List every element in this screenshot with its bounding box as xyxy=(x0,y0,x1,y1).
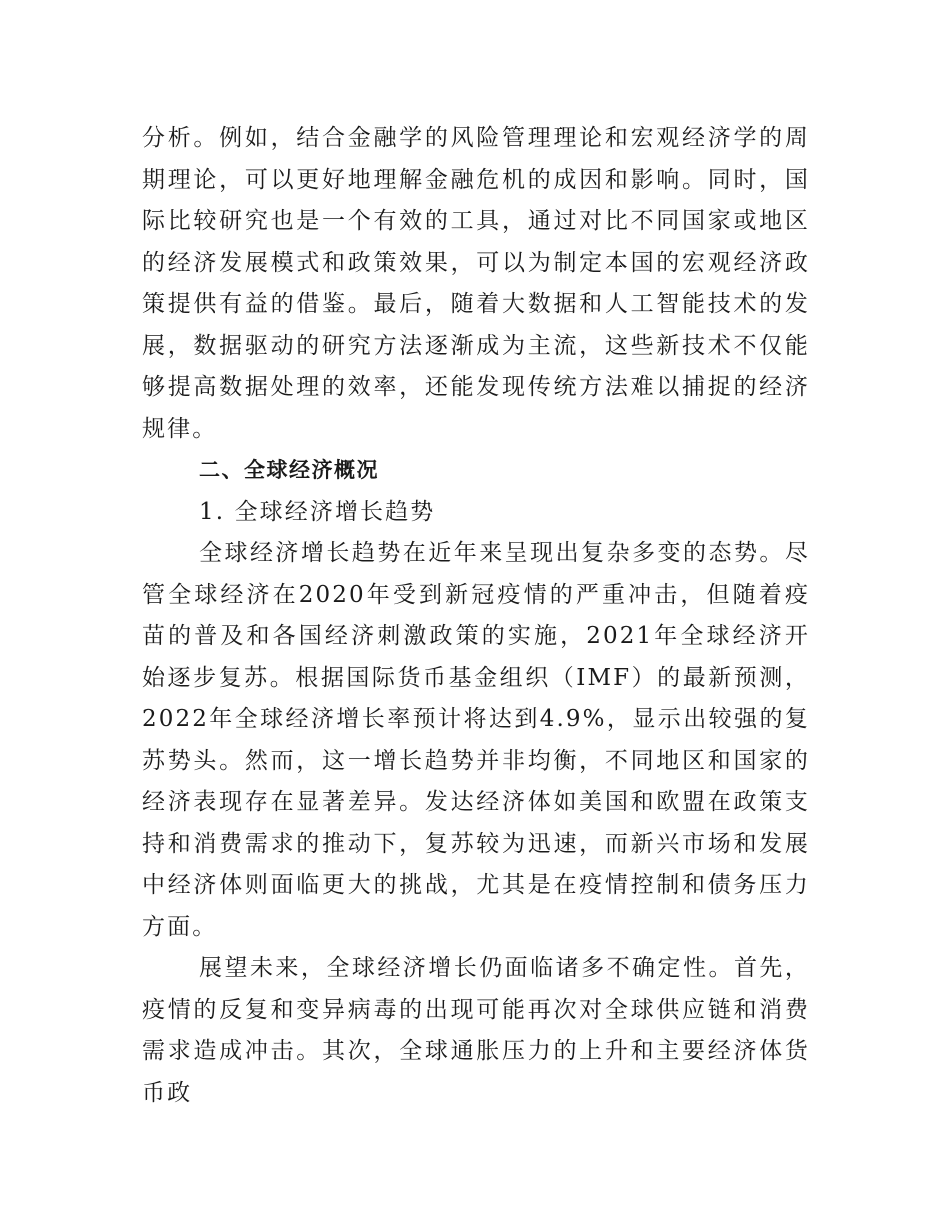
section-heading: 二、全球经济概况 xyxy=(199,458,379,482)
paragraph-global-growth: 全球经济增长趋势在近年来呈现出复杂多变的态势。尽管全球经济在2020年受到新冠疫情的严重冲击，但随着疫苗的普及和各国经济刺激政策的实施，2021年全球经济开始逐步复苏。根据国际货币基金组织（IMF）的最新预测，2022年全球经济增长率预计将达到4.9%，显示出较强的复苏势头。然而，这一增长趋势并非均衡，不同地区和国家的经济表现存在显著差异。发达经济体如美国和欧盟在政策支持和消费需求的推动下，复苏较为迅速，而新兴市场和发展中经济体则面临更大的挑战，尤其是在疫情控制和债务压力方面。 xyxy=(142,540,810,940)
paragraph-research-methods-continued: 分析。例如，结合金融学的风险管理理论和宏观经济学的周期理论，可以更好地理解金融危机的成因和影响。同时，国际比较研究也是一个有效的工具，通过对比不同国家或地区的经济发展模式和政策效果，可以为制定本国的宏观经济政策提供有益的借鉴。最后，随着大数据和人工智能技术的发展，数据驱动的研究方法逐渐成为主流，这些新技术不仅能够提高数据处理的效率，还能发现传统方法难以捕捉的经济规律。 xyxy=(142,125,810,442)
document-body xyxy=(142,118,810,1114)
paragraph-outlook: 展望未来，全球经济增长仍面临诸多不确定性。首先，疫情的反复和变异病毒的出现可能再次对全球供应链和消费需求造成冲击。其次，全球通胀压力的上升和主要经济体货币政 xyxy=(142,955,810,1106)
subsection-heading: 1. 全球经济增长趋势 xyxy=(199,498,436,525)
